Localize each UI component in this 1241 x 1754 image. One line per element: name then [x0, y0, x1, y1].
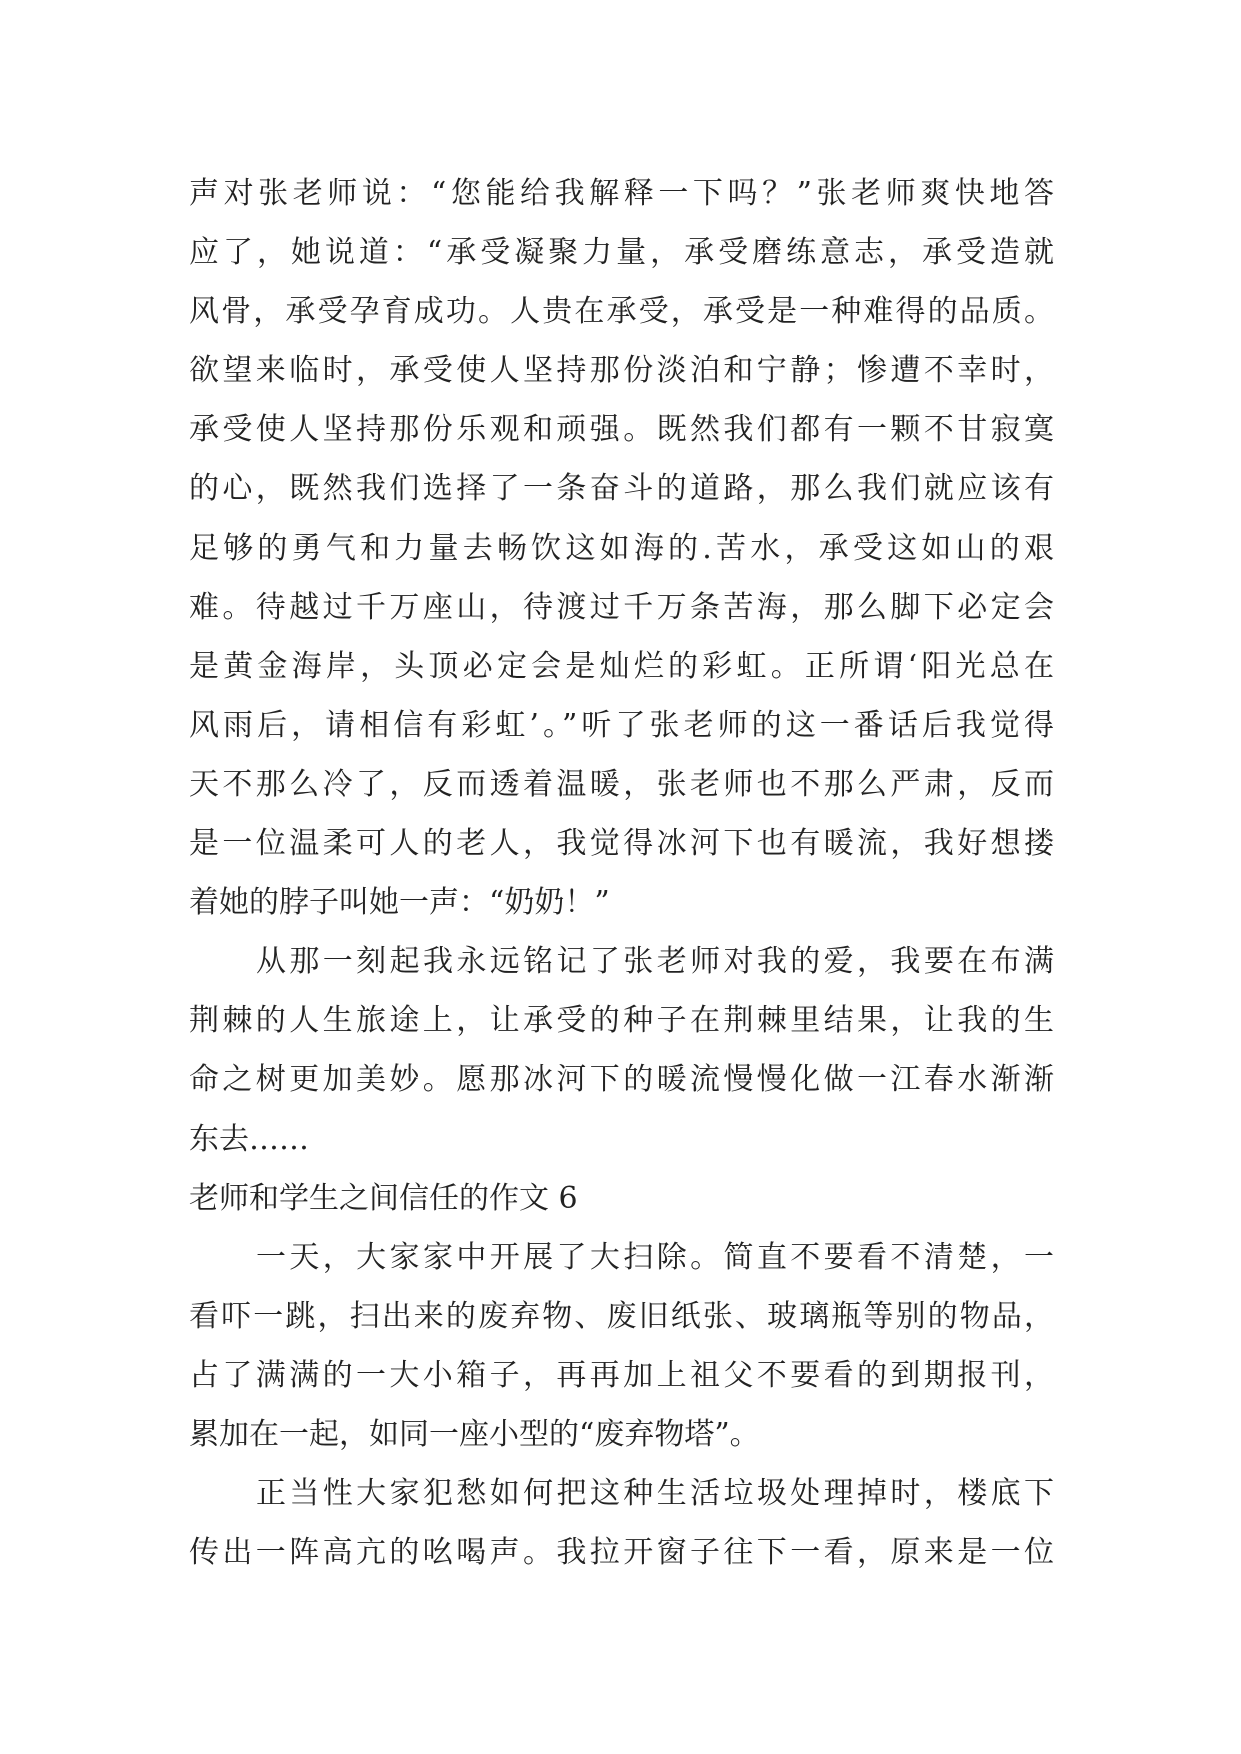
text-line: 东去…… [189, 1121, 309, 1157]
text-line: 风骨，承受孕育成功。人贵在承受，承受是一种难得的品质。 [189, 294, 1054, 330]
text-line: 占了满满的一大小箱子，再再加上祖父不要看的到期报刊， [189, 1357, 1054, 1393]
text-line: 荆棘的人生旅途上，让承受的种子在荆棘里结果，让我的生 [189, 1003, 1054, 1039]
text-line: 难。待越过千万座山，待渡过千万条苦海，那么脚下必定会 [189, 589, 1054, 625]
text-line: 欲望来临时，承受使人坚持那份淡泊和宁静；惨遭不幸时， [189, 353, 1054, 389]
text-line: 承受使人坚持那份乐观和顽强。既然我们都有一颗不甘寂寞 [189, 412, 1054, 448]
paragraph-first-line: 正当性大家犯愁如何把这种生活垃圾处理掉时，楼底下 [256, 1476, 1054, 1512]
text-line: 命之树更加美妙。愿那冰河下的暖流慢慢化做一江春水渐渐 [189, 1062, 1054, 1098]
text-line: 看吓一跳，扫出来的废弃物、废旧纸张、玻璃瓶等别的物品， [189, 1298, 1054, 1334]
text-line: 着她的脖子叫她一声：“奶奶！” [189, 885, 610, 921]
document-body [189, 164, 1054, 1582]
paragraph-first-line: 一天，大家家中开展了大扫除。简直不要看不清楚，一 [256, 1239, 1054, 1275]
text-line: 的心，既然我们选择了一条奋斗的道路，那么我们就应该有 [189, 471, 1054, 507]
section-heading: 老师和学生之间信任的作文 6 [189, 1180, 578, 1216]
text-line: 累加在一起，如同一座小型的“废弃物塔”。 [189, 1416, 760, 1452]
text-line: 是一位温柔可人的老人，我觉得冰河下也有暖流，我好想搂 [189, 826, 1054, 862]
text-line: 声对张老师说：“您能给我解释一下吗？”张老师爽快地答 [189, 176, 1054, 211]
text-line: 风雨后，请相信有彩虹’。”听了张老师的这一番话后我觉得 [189, 707, 1054, 743]
text-line: 足够的勇气和力量去畅饮这如海的.苦水，承受这如山的艰 [189, 530, 1054, 566]
paragraph-first-line: 从那一刻起我永远铭记了张老师对我的爱，我要在布满 [256, 944, 1054, 980]
text-line: 天不那么冷了，反而透着温暖，张老师也不那么严肃，反而 [189, 766, 1054, 802]
text-line: 应了，她说道：“承受凝聚力量，承受磨练意志，承受造就 [189, 235, 1054, 271]
text-line: 是黄金海岸，头顶必定会是灿烂的彩虹。正所谓‘阳光总在 [189, 648, 1054, 684]
text-line: 传出一阵高亢的吆喝声。我拉开窗子往下一看，原来是一位 [189, 1535, 1054, 1571]
